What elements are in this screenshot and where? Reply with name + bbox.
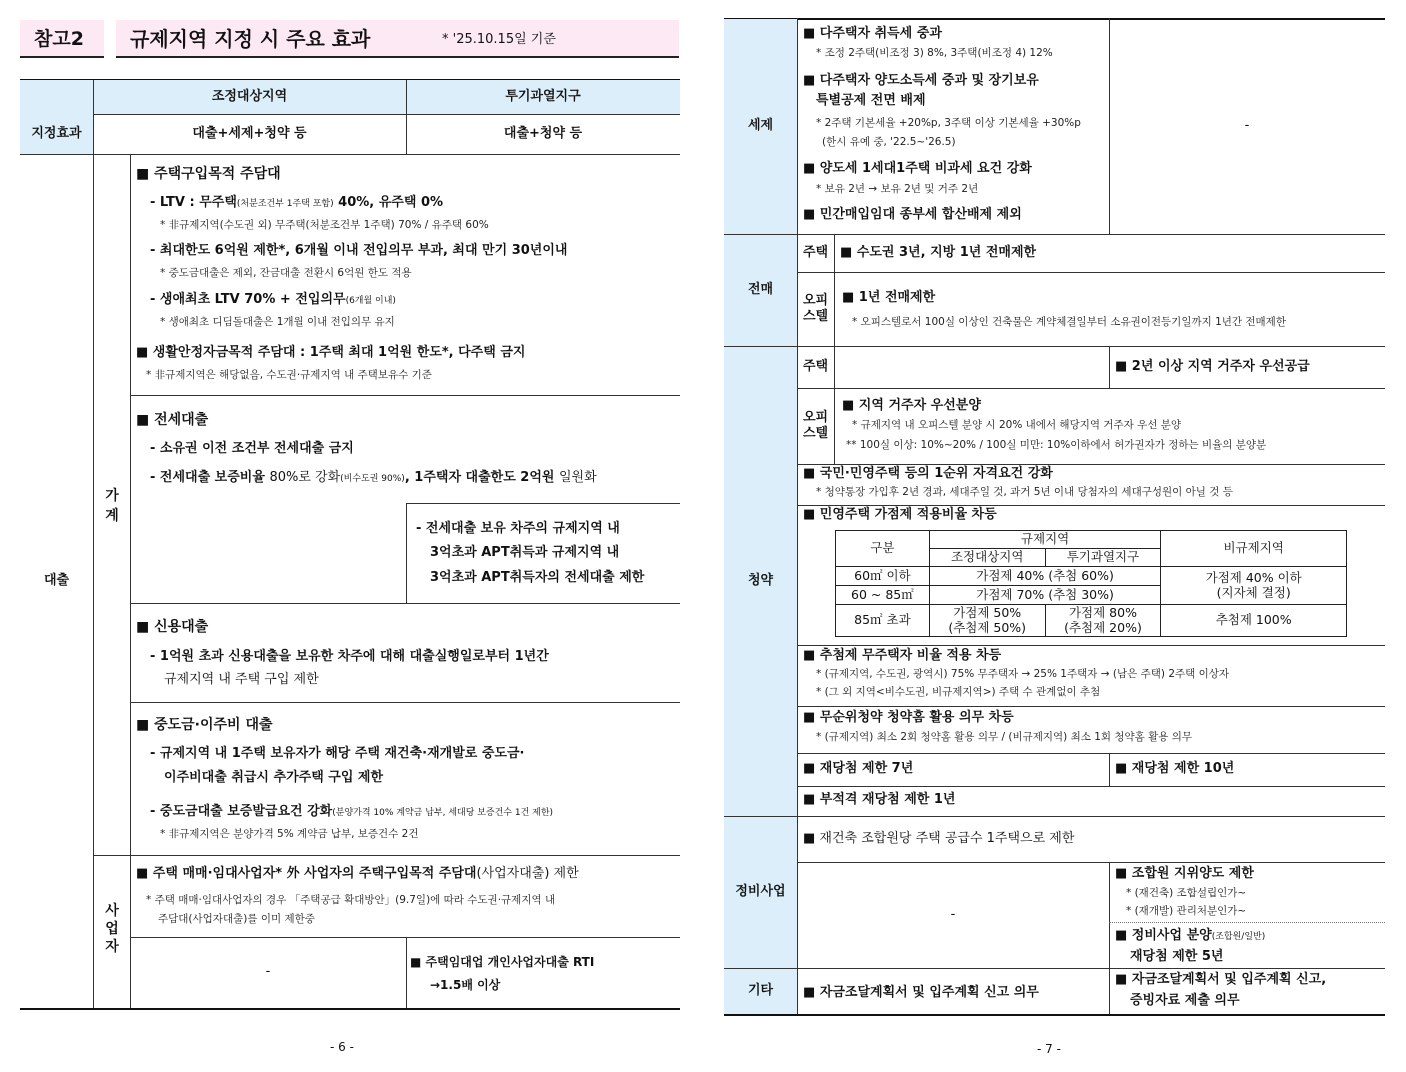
recon-transfer-note1: * (재건축) 조합설립인가~ — [1126, 887, 1247, 899]
sub-first-rank: ■ 국민·민영주택 등의 1순위 자격요건 강화 — [803, 466, 1053, 481]
sub-lottery: ■ 추첨제 무주택자 비율 적용 차등 — [803, 648, 1002, 663]
effect-specul: 대출+청약 등 — [503, 125, 583, 141]
living-loan-note: * 非규제지역은 해당없음, 수도권·규제지역 내 주택보유수 기준 — [146, 369, 432, 381]
credit-line2: 규제지역 내 주택 구입 제한 — [164, 672, 319, 687]
resale-offi-note: * 오피스텔로서 100실 이상인 건축물은 계약체결일부터 소유권이전등기일까지 1년간 전매제한 — [852, 316, 1286, 328]
credit-line1: - 1억원 초과 신용대출을 보유한 차주에 대해 대출실행일로부터 1년간 — [150, 649, 549, 664]
tax-1-note: * 조정 2주택(비조정 3) 8%, 3주택(비조정 4) 12% — [816, 47, 1053, 59]
loan-label: 대출 — [43, 572, 70, 588]
jeonse-line2: - 전세대출 보증비율 80%로 강화(비수도권 90%), 1주택자 대출한도 2억원 일원화 — [150, 470, 597, 485]
tbl-regulated: 규제지역 — [929, 531, 1161, 549]
tax-1: ■ 다주택자 취득세 중과 — [803, 26, 942, 41]
effect-adjust: 대출+세제+청약 등 — [192, 125, 307, 141]
tbl-row3-non: 추첨제 100% — [1161, 605, 1347, 637]
tax-2b: 특별공제 전면 배제 — [816, 93, 926, 108]
interim-line2: 이주비대출 취급시 추가주택 구입 제한 — [164, 770, 384, 785]
point-ratio-table — [835, 530, 1347, 637]
recon-sale-2: 재당첨 제한 5년 — [1130, 949, 1224, 964]
sub-offi: ■ 지역 거주자 우선분양 — [842, 398, 981, 413]
ltv-line: - LTV : 무주택(처분조건부 1주택 포함) 40%, 유주택 0% — [150, 195, 444, 210]
etc-label: 기타 — [747, 982, 774, 998]
ltv-note: * 非규제지역(수도권 외) 무주택(처분조건부 1주택) 70% / 유주택 60% — [160, 219, 489, 231]
tbl-row1-value: 가점제 40% (추첨 60%) — [929, 567, 1161, 586]
subscription-label: 청약 — [747, 572, 774, 588]
tbl-row2-kind: 60 ~ 85㎡ — [836, 586, 930, 605]
col-adjust: 조정대상지역 — [211, 88, 288, 104]
resale-house-label: 주택 — [802, 244, 829, 260]
tax-specul-empty: - — [1244, 117, 1250, 133]
row-effect: 지정효과 — [31, 125, 82, 141]
interim-line1: - 규제지역 내 1주택 보유자가 해당 주택 재건축·재개발로 중도금· — [150, 746, 525, 761]
credit-title: ■ 신용대출 — [136, 619, 209, 635]
jeonse-specul-3: 3억초과 APT취득자의 전세대출 제한 — [430, 570, 645, 585]
sub-offi-note1: * 규제지역 내 오피스텔 분양 시 20% 내에서 해당지역 거주자 우선 분양 — [852, 419, 1182, 431]
sub-rewin-7: ■ 재당첨 제한 7년 — [803, 761, 914, 776]
recon-sale: ■ 정비사업 분양(조합원/일반) — [1115, 928, 1266, 943]
limit-note: * 중도금대출은 제외, 잔금대출 전환시 6억원 한도 적용 — [160, 267, 412, 279]
first-home-line: - 생애최초 LTV 70% + 전입의무(6개월 이내) — [150, 292, 396, 307]
sub-random: ■ 무순위청약 청약홈 활용 의무 차등 — [803, 710, 1014, 725]
resale-house: ■ 수도권 3년, 지방 1년 전매제한 — [840, 245, 1037, 260]
first-home-note: * 생애최초 디딤돌대출은 1개월 이내 전입의무 유지 — [160, 316, 395, 328]
jeonse-line1: - 소유권 이전 조건부 전세대출 금지 — [150, 441, 354, 456]
date-note: * '25.10.15일 기준 — [442, 32, 556, 47]
tax-2-note2: (한시 유예 중, '22.5~'26.5) — [822, 136, 956, 148]
jeonse-specul-1: - 전세대출 보유 차주의 규제지역 내 — [416, 521, 620, 536]
page-title: 규제지역 지정 시 주요 효과 — [130, 27, 371, 51]
recon-transfer-note2: * (재개발) 관리처분인가~ — [1126, 905, 1247, 917]
interim-note: * 非규제지역은 분양가격 5% 계약금 납부, 보증건수 2건 — [160, 828, 419, 840]
interim-line3: - 중도금대출 보증발급요건 강화(분양가격 10% 계약금 납부, 세대당 보증건수 1건 제한) — [150, 804, 554, 819]
sub-lottery-note1: * (규제지역, 수도권, 광역시) 75% 무주택자 → 25% 1주택자 → (남은 주택) 2주택 이상자 — [816, 668, 1230, 680]
tax-label: 세제 — [747, 117, 774, 133]
sub-rewin-10: ■ 재당첨 제한 10년 — [1115, 761, 1235, 776]
jeonse-title: ■ 전세대출 — [136, 412, 209, 428]
tax-4: ■ 민간매입임대 종부세 합산배제 제외 — [803, 207, 1022, 222]
resale-offi-label: 오피스텔 — [802, 293, 829, 324]
page-number-7: - 7 - — [1037, 1042, 1061, 1056]
etc-specul-2: 증빙자료 제출 의무 — [1130, 993, 1240, 1008]
sub-point-ratio: ■ 민영주택 가점제 적용비율 차등 — [803, 507, 997, 522]
rti-line1: ■ 주택임대업 개인사업자대출 RTI — [410, 955, 595, 969]
rti-line2: →1.5배 이상 — [430, 978, 501, 992]
tbl-kind: 구분 — [836, 531, 930, 567]
sub-lottery-note2: * (그 외 지역<비수도권, 비규제지역>) 주택 수 관계없이 추첨 — [816, 686, 1101, 698]
sub-random-note: * (규제지역) 최소 2회 청약홈 활용 의무 / (비규제지역) 최소 1회 청약홈 활용 의무 — [816, 731, 1193, 743]
tax-3: ■ 양도세 1세대1주택 비과세 요건 강화 — [803, 161, 1032, 176]
tbl-row3-adjust: 가점제 50% (추첨제 50%) — [929, 605, 1045, 637]
recon-1: ■ 재건축 조합원당 주택 공급수 1주택으로 제한 — [803, 831, 1075, 846]
etc-adjust: ■ 자금조달계획서 및 입주계획 신고 의무 — [803, 985, 1039, 1000]
tbl-row1-kind: 60㎡ 이하 — [836, 567, 930, 586]
sub-ineligible: ■ 부적격 재당첨 제한 1년 — [803, 792, 956, 807]
sub-house: ■ 2년 이상 지역 거주자 우선공급 — [1115, 359, 1310, 374]
tbl-row3-kind: 85㎡ 초과 — [836, 605, 930, 637]
business-note-2: 주담대(사업자대출)를 이미 제한중 — [158, 913, 315, 925]
col-specul: 투기과열지구 — [505, 88, 581, 104]
recon-transfer: ■ 조합원 지위양도 제한 — [1115, 866, 1254, 881]
tbl-row3-specul: 가점제 80% (추첨제 20%) — [1045, 605, 1161, 637]
recon-label: 정비사업 — [735, 883, 786, 899]
limit-line: - 최대한도 6억원 제한*, 6개월 이내 전입의무 부과, 최대 만기 30년이내 — [150, 243, 568, 258]
tbl-nonregulated: 비규제지역 — [1161, 531, 1347, 567]
ref-label: 참고2 — [34, 28, 84, 50]
resale-offi: ■ 1년 전매제한 — [842, 290, 936, 305]
tax-2a: ■ 다주택자 양도소득세 중과 및 장기보유 — [803, 73, 1039, 88]
recon-adjust-empty: - — [950, 906, 956, 922]
tbl-specul: 투기과열지구 — [1045, 549, 1161, 567]
resale-label: 전매 — [747, 281, 774, 297]
etc-specul-1: ■ 자금조달계획서 및 입주계획 신고, — [1115, 972, 1327, 987]
sub-offi-label: 오피스텔 — [802, 410, 829, 441]
living-loan-line: ■ 생활안정자금목적 주담대 : 1주택 최대 1억원 한도*, 다주택 금지 — [136, 345, 526, 360]
tbl-adjust: 조정대상지역 — [929, 549, 1045, 567]
business-adjust-empty: - — [265, 964, 271, 980]
tax-2-note1: * 2주택 기본세율 +20%p, 3주택 이상 기본세율 +30%p — [816, 117, 1081, 129]
page-number-6: - 6 - — [330, 1040, 354, 1054]
sub-offi-note2: ** 100실 이상: 10%~20% / 100실 미만: 10%이하에서 허가권자가 정하는 비율의 분양분 — [846, 439, 1267, 451]
business-loan-title: ■ 주택 매매·임대사업자* 外 사업자의 주택구입목적 주담대(사업자대출) 제한 — [136, 866, 579, 881]
tax-3-note: * 보유 2년 → 보유 2년 및 거주 2년 — [816, 183, 979, 195]
business-label: 사업자 — [105, 903, 119, 956]
tbl-row2-value: 가점제 70% (추첨 30%) — [929, 586, 1161, 605]
household-label: 가계 — [105, 488, 119, 524]
jeonse-specul-2: 3억초과 APT취득과 규제지역 내 — [430, 545, 620, 560]
tbl-row12-non: 가점제 40% 이하 (지자체 결정) — [1161, 567, 1347, 605]
business-note-1: * 주택 매매·임대사업자의 경우 「주택공급 확대방안」(9.7일)에 따라 수도권·규제지역 내 — [146, 894, 556, 906]
sub-house-label: 주택 — [802, 358, 829, 374]
mortgage-title: ■ 주택구입목적 주담대 — [136, 166, 281, 182]
interim-title: ■ 중도금·이주비 대출 — [136, 717, 273, 733]
sub-first-rank-note: * 청약통장 가입후 2년 경과, 세대주일 것, 과거 5년 이내 당첨자의 세대구성원이 아닐 것 등 — [816, 486, 1233, 498]
